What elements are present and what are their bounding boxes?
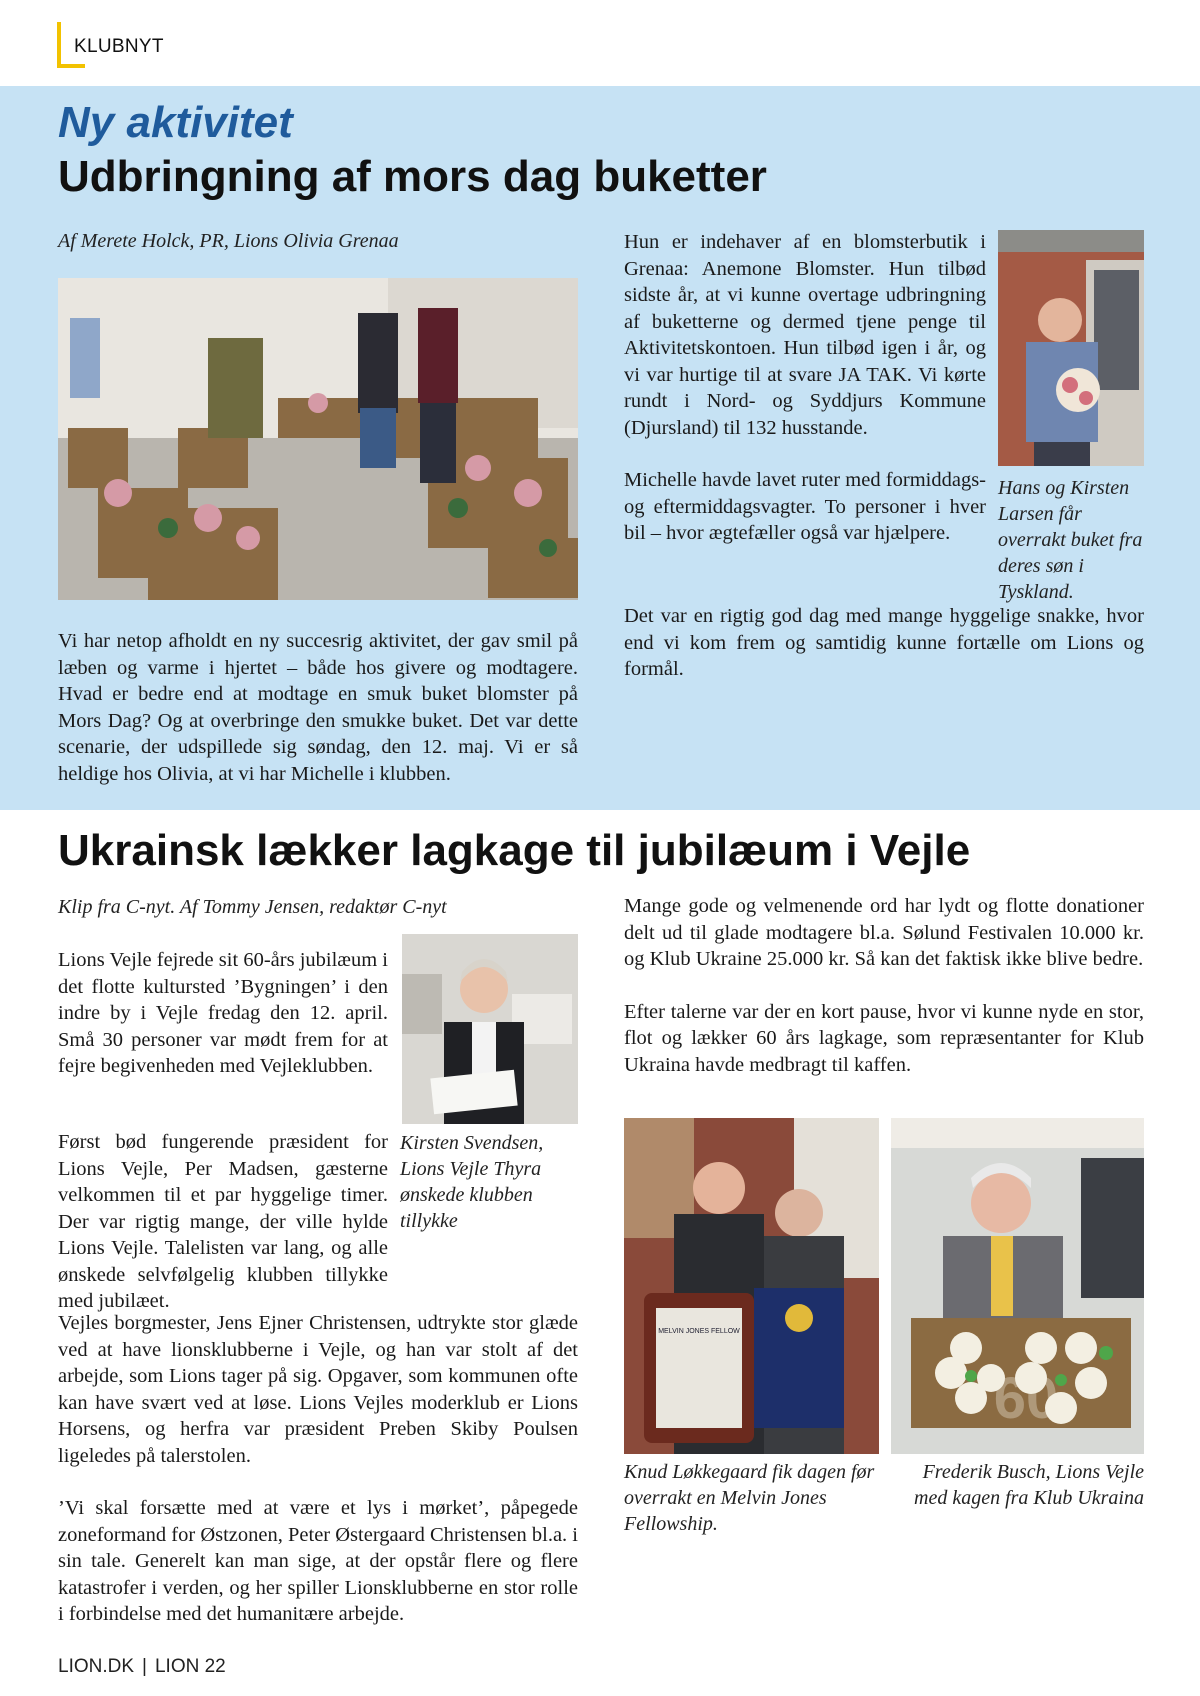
hans-kirsten-photo <box>998 230 1144 466</box>
article1-byline: Af Merete Holck, PR, Lions Olivia Grenaa <box>58 230 399 252</box>
article2-paragraph-6: Efter talerne var der en kort pause, hvor vi kunne nyde en stor, flot og lækker 60 års lagkage, som repræsentanter for Klub Ukraina havde medbragt til kaffen. <box>624 1000 1144 1076</box>
melvin-jones-photo <box>624 1118 879 1454</box>
cake-photo <box>891 1118 1144 1454</box>
section-tag: KLUBNYT <box>74 36 164 57</box>
cake-number: 60 <box>993 1366 1059 1431</box>
article2-paragraph-3: Vejles borgmester, Jens Ejner Christensen, udtrykte stor glæde ved at have lionsklubberne i Vejle, og han var stolt af det arbejde, som Lions tager på sig. Opgaver, som kommunen ofte kan have svært ved at løse. Lions Vejles moderklub er Lions Horsens, og herfra var præsident Preben Skiby Poulsen ligeledes på talerstolen. <box>58 1312 578 1467</box>
article1-closing-text: Det var en rigtig god dag med mange hyggelige snakke, hvor end vi kom frem og samtidig kunne fortælle om Lions og formål. <box>624 605 1144 680</box>
plaque-label: MELVIN JONES FELLOW <box>658 1328 740 1335</box>
article1-title: Udbringning af mors dag buketter <box>58 152 767 201</box>
article2-paragraph-5: Mange gode og velmenende ord har lydt og flotte donationer delt ud til glade modtagere bl.a. Sølund Festivalen 10.000 kr. og Klub Ukraine 25.000 kr. Så kan det faktisk ikke blive bedre. <box>624 895 1144 970</box>
article2-paragraph-4: ’Vi skal forsætte med at være et lys i mørket’, påpegede zoneformand for Østzonen, Peter Østergaard Christensen bl.a. i sin tale. Generelt kan man sige, at der opstår flere og flere katastrofer i verden, og her spiller Lionsklubberne en stor rolle i forbindelse med det humanitære arbejde. <box>58 1497 578 1625</box>
frederik-caption: Frederik Busch, Lions Vejle med kagen fra Klub Ukraina <box>914 1461 1144 1509</box>
kirsten-svendsen-caption: Kirsten Svendsen, Lions Vejle Thyra ønskede klubben tillykke <box>400 1132 544 1232</box>
article1-paragraph: Hun er indehaver af en blomsterbutik i Grenaa: Anemone Blomster. Hun tilbød sidste år, at vi kunne overtage udbringning af buketterne og dermed tjene penge til Aktivitetskontoen. Hun tilbød igen i år, og vi var hurtige til at svare JA TAK. Vi kørte rundt i Nord- og Syddjurs Kommune (Djursland) til 132 husstande. <box>624 231 986 439</box>
article2-paragraph-2: Først bød fungerende præsident for Lions Vejle, Per Madsen, gæsterne velkommen til et par hyggelige timer. Der var rigtig mange, der ville hylde Lions Vejle. Talelisten var lang, og alle ønskede selvfølgelig klubben tillykke med jubilæet. <box>58 1131 388 1312</box>
article1-kicker: Ny aktivitet <box>58 98 293 147</box>
footer-page: LION 22 <box>154 1656 226 1677</box>
section-tag-accent-foot <box>57 64 85 68</box>
article2-paragraph-2-start <box>58 1129 388 1315</box>
article2-byline: Klip fra C-nyt. Af Tommy Jensen, redaktør C-nyt <box>58 896 447 918</box>
kirsten-svendsen-photo <box>402 934 578 1124</box>
article1-body-right <box>624 229 986 547</box>
footer-site: LION.DK <box>58 1656 135 1677</box>
hans-kirsten-caption: Hans og Kirsten Larsen får overrakt buket fra deres søn i Tyskland. <box>998 477 1143 603</box>
page-footer <box>58 1656 226 1678</box>
article1-intro-text: Vi har netop afholdt en ny succesrig aktivitet, der gav smil på læben og varme i hjertet – både hos givere og modtagere. Hvad er bedre end at modtage en smuk buket blomster på Mors Dag? Og at overbringe den smukke buket. Det var dette scenarie, der udspillede sig søndag, den 12. maj. Vi er så heldige hos Olivia, at vi har Michelle i klubben. <box>58 630 578 785</box>
bouquets-photo <box>58 278 578 600</box>
section-tag-accent <box>57 22 61 68</box>
footer-separator: | <box>142 1656 147 1677</box>
article2-paragraph-1: Lions Vejle fejrede sit 60-års jubilæum i det flotte kultursted ’Bygningen’ i den indre by i Vejle fredag den 12. april. Små 30 personer var mødt frem for at fejre begivenheden med Vejleklubben. <box>58 949 388 1077</box>
article2-right-column <box>624 893 1144 1078</box>
knud-caption: Knud Løkkegaard fik dagen før overrakt en Melvin Jones Fellowship. <box>624 1461 875 1535</box>
article2-title: Ukrainsk lækker lagkage til jubilæum i Vejle <box>58 826 971 875</box>
article2-left-column <box>58 1310 578 1628</box>
article1-paragraph: Michelle havde lavet ruter med formiddags- og eftermiddagsvagter. To personer i hver bil – hvor ægtefæller også var hjælpere. <box>624 469 986 544</box>
